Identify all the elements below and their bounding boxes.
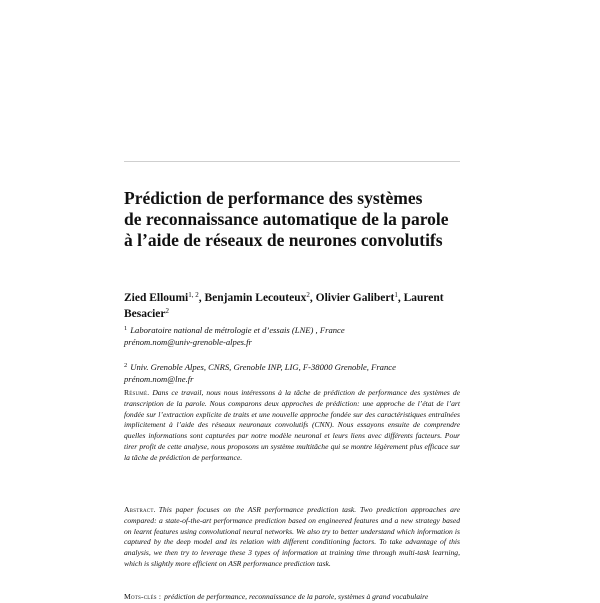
author-name: Olivier Galibert <box>315 292 395 304</box>
abstract-english <box>124 505 460 570</box>
author-name: Zied Elloumi <box>124 292 189 304</box>
keywords-text: prédiction de performance, reconnaissance de la parole, systèmes à grand vocabulaire <box>164 592 429 601</box>
abstract-label: Résumé. <box>124 388 150 397</box>
author-name: Benjamin Lecouteux <box>204 292 307 304</box>
affiliation-institution: Laboratoire national de métrologie et d’essais (LNE) , France <box>130 325 345 335</box>
affiliation-1 <box>124 323 464 348</box>
author-affiliation-mark: 1 <box>394 291 398 299</box>
abstract-text: This paper focuses on the ASR performance prediction task. Two prediction approaches are compared: a state-of-the-art performance prediction based on engineered features and a new strategy based on learnt features using convolutional neural networks. We also try to better understand which information is captured by the deep model and its relation with different conditioning factors. To take advantage of this analysis, we then try to leverage these 3 types of information at training time through multi-task learning, which is slightly more efficient on ASR performance prediction task. <box>124 505 460 568</box>
affiliation-2 <box>124 360 464 385</box>
keywords-french <box>124 592 460 603</box>
affiliation-email: prénom.nom@lne.fr <box>124 373 194 384</box>
affiliation-email: prénom.nom@univ-grenoble-alpes.fr <box>124 336 252 347</box>
author-affiliation-mark: 2 <box>306 291 310 299</box>
keywords-label: Mots-clés : <box>124 592 162 601</box>
affiliation-mark: 2 <box>124 362 128 369</box>
author-name: Laurent Besacier <box>124 292 444 320</box>
author-affiliation-mark: 1, 2 <box>188 291 199 299</box>
header-rule <box>124 161 460 162</box>
title-line: de reconnaissance automatique de la parole <box>124 209 449 229</box>
author-affiliation-mark: 2 <box>165 307 170 315</box>
title-line: Prédiction de performance des systèmes <box>124 188 423 208</box>
abstract-text: Dans ce travail, nous nous intéressons à la tâche de prédiction de performance des systèmes de transcription de la parole. Nous comparons deux approches de prédiction: une approche de l’état de l’art fondée sur l’extraction explicite de traits et une nouvelle approche fondée sur des caractéristiques entraînées implicitement à l’aide des réseaux neuronaux convolutifs (CNN). Nous essayons ensuite de comprendre quelles informations sont capturées par notre modèle neuronal et leurs liens avec différents facteurs. Pour tirer profit de cette analyse, nous proposons un système multitâche qui se montre légèrement plus efficace sur la tâche de prédiction de performance. <box>124 388 460 462</box>
paper-title <box>124 188 464 251</box>
abstract-french <box>124 388 460 464</box>
author-list: Zied Elloumi$^{1, 2}$, Benjamin Lecouteux$^2$, Olivier Galibert$^1$, Laurent Besacier$^2$ <box>124 291 444 320</box>
affiliation-mark: 1 <box>124 325 128 332</box>
abstract-label: Abstract. <box>124 505 156 514</box>
title-line: à l’aide de réseaux de neurones convolutifs <box>124 230 443 250</box>
affiliation-institution: Univ. Grenoble Alpes, CNRS, Grenoble INP, LIG, F-38000 Grenoble, France <box>130 362 396 372</box>
